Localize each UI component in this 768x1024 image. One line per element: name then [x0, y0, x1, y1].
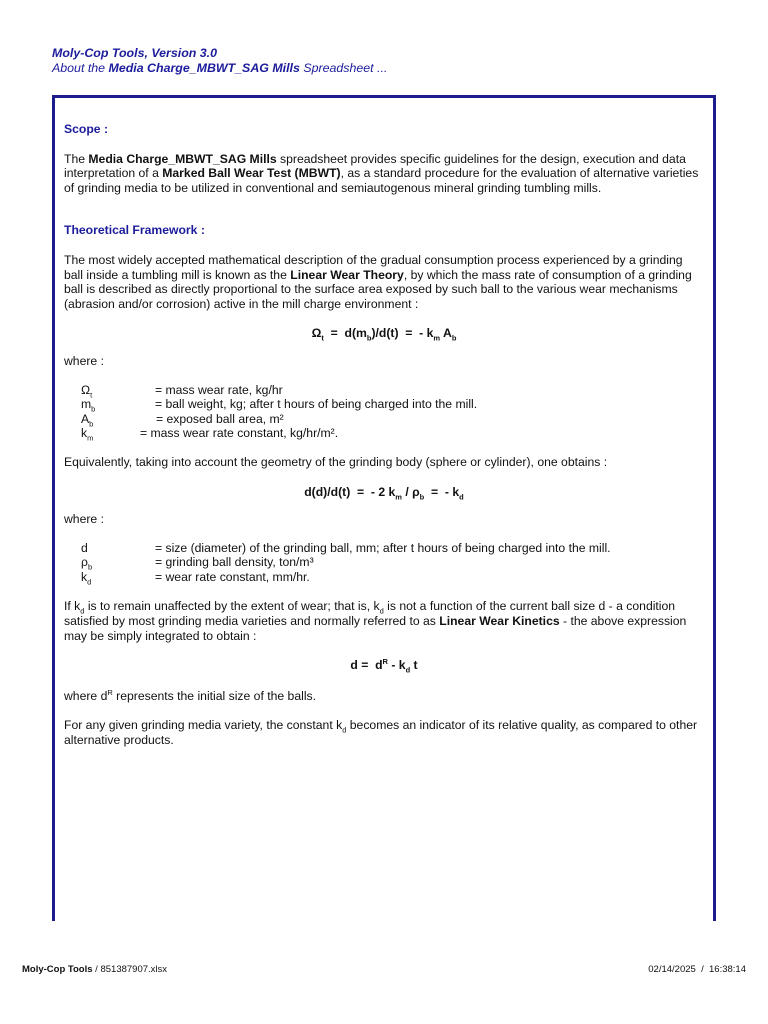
content-frame [52, 95, 716, 921]
equation-diameter-rate: d(d)/d(t) = - 2 $k_m / \rho_b$ = - $k_d$ [304, 484, 464, 501]
header-subtitle: About the Media Charge_MBWT_SAG Mills Spreadsheet ... [52, 61, 388, 75]
definition-row: $A_b$ = exposed ball area, m² [81, 411, 284, 429]
framework-heading: Theoretical Framework : [64, 223, 205, 238]
geometry-paragraph: Equivalently, taking into account the geometry of the grinding body (sphere or cylinder), one obtains : [64, 454, 608, 469]
document-body [64, 122, 704, 748]
footer-file-info: Moly-Cop Tools / 851387907.xlsx [22, 964, 168, 975]
scope-paragraph: The Media Charge_MBWT_SAG Mills spreadsheet provides specific guidelines for the design, execution and data interpretation of a Marked Ball Wear Test (MBWT), as a standard procedure for the evaluation of alternative varieties of grinding media to be utilized in conventional and semiautogenous mineral grinding tumbling mills. [64, 151, 699, 195]
footer-timestamp: 02/14/2025 / 16:38:14 [648, 964, 746, 975]
definition-row: $k_m$ = mass wear rate constant, kg/hr/m². [81, 426, 339, 443]
linear-kinetics-paragraph: If $k_d$ is to remain unaffected by the extent of wear; that is, $k_d$ is not a function of the current ball size d - a condition satisfied by most grinding media varieties and normally referred to as Linear Wear Kinetics - the above expression may be simply integrated to obtain : [64, 599, 687, 643]
header-title: Moly-Cop Tools, Version 3.0 [52, 46, 217, 60]
definition-row: $k_d$ = wear rate constant, mm/hr. [81, 569, 310, 587]
definition-row: $\rho_b$ = grinding ball density, ton/m³ [81, 555, 314, 572]
definition-row: $m_b$ = ball weight, kg; after t hours of being charged into the mill. [81, 397, 478, 414]
definitions-list-2 [64, 541, 704, 585]
where-label-1: where : [64, 353, 104, 368]
where-label-2: where : [64, 512, 104, 527]
equation-integrated: $d = d^R - k_d$ t [350, 657, 418, 675]
scope-heading: Scope : [64, 122, 109, 136]
framework-paragraph: The most widely accepted mathematical description of the gradual consumption process experienced by a grinding ball inside a tumbling mill is known as the Linear Wear Theory, by which the mass rate of consumption of a grinding ball is described as directly proportional to the surface area exposed by such ball to the various wear mechanisms (abrasion and/or corrosion) active in the mill charge environment : [64, 252, 692, 311]
initial-size-paragraph: where $d^R$ represents the initial size of the balls. [64, 687, 317, 703]
quality-paragraph: For any given grinding media variety, the constant $k_d$ becomes an indicator of its relative quality, as compared to other alternative products. [64, 718, 698, 748]
definition-row: d = size (diameter) of the grinding ball, mm; after t hours of being charged into the mill. [81, 540, 611, 555]
equation-mass-wear: $\Omega_t = d(m_b)/d(t)$ = - $k_m$ $A_b$ [311, 326, 457, 343]
definitions-list-1 [64, 383, 704, 441]
definition-row: $\Omega_t$ = mass wear rate, kg/hr [81, 382, 283, 399]
document-header [52, 46, 387, 76]
